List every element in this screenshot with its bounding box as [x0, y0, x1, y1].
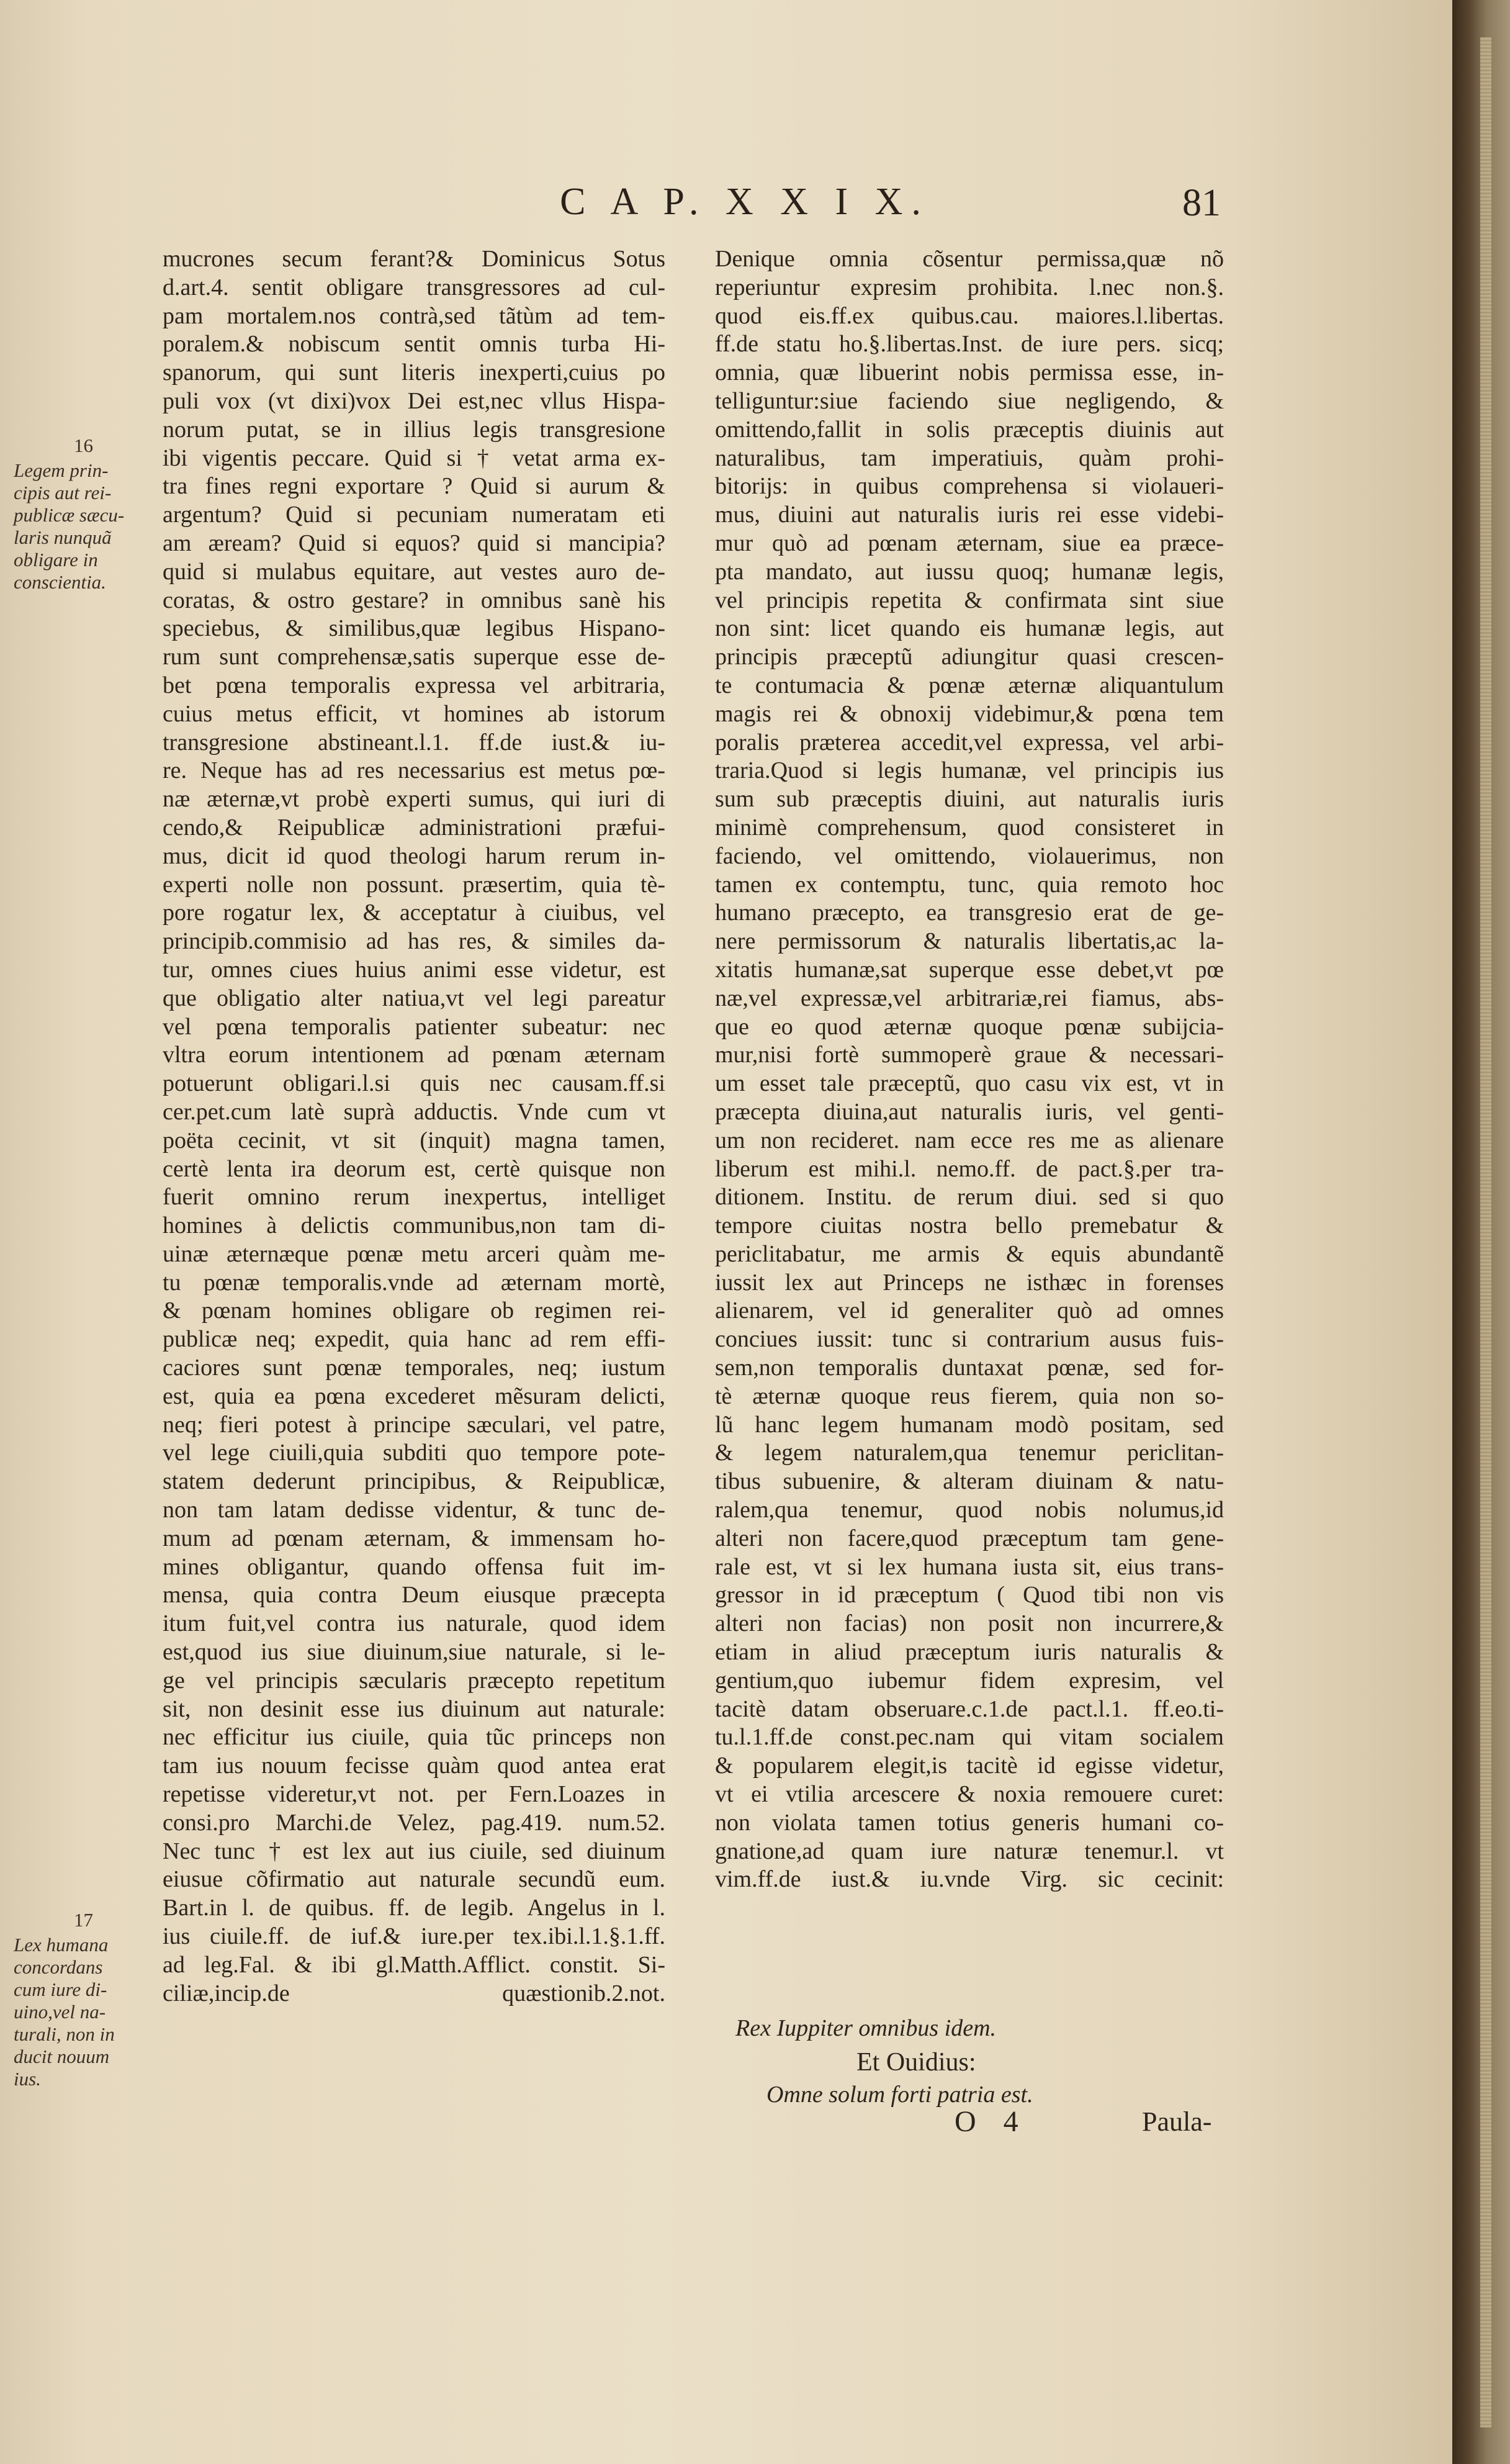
text-line: potuerunt obligari.l.si quis nec causam.ff.si	[163, 1070, 665, 1097]
text-line: principib.commisio ad has res, & similes da-	[163, 928, 665, 955]
text-line: reperiuntur expresim prohibita. l.nec non.§.	[715, 274, 1224, 300]
text-line: poralis præterea accedit,vel expressa, vel arbi-	[715, 729, 1224, 756]
text-line: vt ei vtilia arcescere & noxia remouere curet:	[715, 1781, 1224, 1808]
book-edge	[1452, 0, 1510, 2464]
text-line: & pœnam homines obligare ob regimen rei-	[163, 1297, 665, 1324]
text-line: telliguntur:siue faciendo siue negligendo, &	[715, 387, 1224, 414]
text-line: etiam in aliud præceptum iuris naturalis &	[715, 1639, 1224, 1666]
margin-note-line: uino,vel na-	[14, 2001, 106, 2023]
margin-note-number: 16	[74, 435, 93, 456]
text-line: uinæ æternæque pœnæ metu arceri quàm me-	[163, 1240, 665, 1267]
margin-note-line: obligare in	[14, 549, 98, 571]
text-line: vltra eorum intentionem ad pœnam æternam	[163, 1042, 665, 1068]
text-line: humano præcepto, ea transgresio erat de ge-	[715, 900, 1224, 926]
text-line: mur,nisi fortè summoperè graue & necessari-	[715, 1042, 1224, 1068]
text-line: am æream? Quid si equos? quid si mancipia?	[163, 530, 665, 556]
text-line: Denique omnia cõsentur permissa,quæ nõ	[715, 246, 1224, 272]
text-line: d.art.4. sentit obligare transgressores ad cul-	[163, 274, 665, 300]
text-line: vel principis repetita & confirmata sint siue	[715, 587, 1224, 613]
text-line: experti nolle non possunt. præsertim, quia tè-	[163, 871, 665, 898]
left-text-column	[163, 245, 665, 2008]
text-line: est,quod ius siue diuinum,siue naturale, si le-	[163, 1639, 665, 1666]
text-line: tu pœnæ temporalis.vnde ad æternam mortè,	[163, 1269, 665, 1296]
text-line: que obligatio alter natiua,vt vel legi pareatur	[163, 985, 665, 1011]
text-line: mur quò ad pœnam æternam, siue ea præce-	[715, 530, 1224, 556]
text-line: magis rei & obnoxij videbimur,& pœna tem	[715, 700, 1224, 727]
text-line: cer.pet.cum latè suprà adductis. Vnde cum vt	[163, 1098, 665, 1125]
text-line: cendo,& Reipublicæ administrationi præfui-	[163, 814, 665, 841]
text-line: ge vel principis sæcularis præcepto repetitum	[163, 1667, 665, 1694]
text-line: caciores sunt pœnæ temporales, neq; iustum	[163, 1355, 665, 1381]
text-line: præcepta diuina,aut naturalis iuris, vel genti-	[715, 1098, 1224, 1125]
text-line: cuius metus efficit, vt homines ab istorum	[163, 700, 665, 727]
text-line: puli vox (vt dixi)vox Dei est,nec vllus Hispa-	[163, 387, 665, 414]
text-line: xitatis humanæ,sat superque esse debet,vt pœ	[715, 956, 1224, 983]
text-line: tamen ex contemptu, tunc, quia remoto hoc	[715, 871, 1224, 898]
text-line: alienarem, vel id generaliter quò ad omnes	[715, 1297, 1224, 1324]
text-line: tempore ciuitas nostra bello premebatur &	[715, 1212, 1224, 1239]
catchword: Paula-	[1142, 2106, 1212, 2137]
virgil-quote: Rex Iuppiter omnibus idem.	[735, 2015, 997, 2041]
text-line: naturalibus, tam imperatiuis, quàm prohi-	[715, 445, 1224, 471]
margin-note-line: ius.	[14, 2068, 41, 2090]
text-line: non sint: licet quando eis humanæ legis, aut	[715, 615, 1224, 642]
text-line: vel lege ciuili,quia subditi quo tempore pote-	[163, 1440, 665, 1466]
margin-note-line: laris nunquã	[14, 526, 112, 548]
text-line: tibus subuenire, & alteram diuinam & natu-	[715, 1468, 1224, 1495]
text-line: spanorum, qui sunt literis inexperti,cuius po	[163, 359, 665, 386]
text-line: fuerit omnino rerum inexpertus, intelliget	[163, 1184, 665, 1211]
text-line: gentium,quo iubemur fidem expresim, vel	[715, 1667, 1224, 1694]
text-line: bet pœna temporalis expressa vel arbitraria,	[163, 672, 665, 698]
text-line: ibi vigentis peccare. Quid si † vetat arma ex-	[163, 445, 665, 471]
text-line: transgresione abstineant.l.1. ff.de iust.& iu-	[163, 729, 665, 756]
text-line: gnatione,ad quam iure naturæ tenemur.l. vt	[715, 1838, 1224, 1864]
running-head: C A P. X X I X.	[560, 181, 930, 223]
text-line: alteri non facere,quod præceptum tam gene-	[715, 1525, 1224, 1551]
text-line: vim.ff.de iust.& iu.vnde Virg. sic cecinit:	[715, 1866, 1224, 1893]
text-line: mus, dicit id quod theologi harum rerum in-	[163, 842, 665, 869]
text-line: Bart.in l. de quibus. ff. de legib. Angelus in l.	[163, 1895, 665, 1921]
text-line: non tam latam dedisse videntur, & tunc de-	[163, 1497, 665, 1523]
text-line: minimè comprehensum, quod consisteret in	[715, 814, 1224, 841]
text-line: omittendo,fallit in solis præceptis diuinis aut	[715, 416, 1224, 443]
margin-note-line: Legem prin-	[14, 459, 109, 481]
margin-note-line: cipis aut rei-	[14, 482, 112, 503]
text-line: ad leg.Fal. & ibi gl.Matth.Afflict. constit. Si-	[163, 1951, 665, 1978]
page-number: 81	[1182, 182, 1221, 224]
text-line: liberum est mihi.l. nemo.ff. de pact.§.per tra-	[715, 1155, 1224, 1182]
text-line: ciliæ,incip.de quæstionib.2.not.	[163, 1980, 665, 2006]
text-line: conciues iussit: tunc si contrarium ausus fuis-	[715, 1326, 1224, 1353]
margin-note-number: 17	[74, 1909, 93, 1931]
text-line: Nec tunc † est lex aut ius ciuile, sed diuinum	[163, 1838, 665, 1864]
text-line: non violata tamen totius generis humani co-	[715, 1809, 1224, 1836]
text-line: tur, omnes ciues huius animi esse videtur, est	[163, 956, 665, 983]
text-line: tè æternæ quoque reus fierem, quia non so-	[715, 1383, 1224, 1409]
text-line: est, quia ea pœna excederet mẽsuram delicti,	[163, 1383, 665, 1409]
text-line: ff.de statu ho.§.libertas.Inst. de iure pers. sicq;	[715, 331, 1224, 358]
text-line: sum sub præceptis diuini, aut naturalis iuris	[715, 786, 1224, 813]
text-line: tam ius nouum fecisse quàm quod antea erat	[163, 1753, 665, 1779]
text-line: periclitabatur, me armis & equis abundantẽ	[715, 1240, 1224, 1267]
text-line: re. Neque has ad res necessarius est metus pœ-	[163, 757, 665, 784]
signature-mark: O 4	[955, 2105, 1028, 2138]
text-line: principis præceptũ adiungitur quasi crescen-	[715, 644, 1224, 670]
margin-note-line: ducit nouum	[14, 2046, 110, 2067]
text-line: rale est, vt si lex humana iusta sit, eius trans-	[715, 1553, 1224, 1580]
text-line: norum putat, se in illius legis transgresione	[163, 416, 665, 443]
text-line: mucrones secum ferant?& Dominicus Sotus	[163, 246, 665, 272]
text-line: um non recideret. nam ecce res me as alienare	[715, 1127, 1224, 1153]
ovid-quote: Omne solum forti patria est.	[766, 2082, 1033, 2108]
text-line: ditionem. Institu. de rerum diui. sed si quo	[715, 1184, 1224, 1211]
text-line: mum ad pœnam æternam, & immensam ho-	[163, 1525, 665, 1551]
margin-note-line: cum iure di-	[14, 1979, 107, 2000]
margin-note-line: publicæ sæcu-	[14, 504, 125, 526]
text-line: que eo quod æternæ quoque pœnæ subijcia-	[715, 1013, 1224, 1040]
text-line: faciendo, vel omittendo, violauerimus, non	[715, 842, 1224, 869]
text-line: poralem.& nobiscum sentit omnis turba Hi-	[163, 331, 665, 358]
text-line: coratas, & ostro gestare? in omnibus sanè his	[163, 587, 665, 613]
page-edges	[1480, 37, 1491, 2427]
text-line: rum sunt comprehensæ,satis superque esse de-	[163, 644, 665, 670]
text-line: speciebus, & similibus,quæ legibus Hispano-	[163, 615, 665, 642]
text-line: lũ hanc legem humanam modò positam, sed	[715, 1411, 1224, 1438]
text-line: homines à delictis communibus,non tam di-	[163, 1212, 665, 1239]
text-line: tacitè datam obseruare.c.1.de pact.l.1. ff.eo.ti-	[715, 1695, 1224, 1722]
text-line: nec efficitur ius ciuile, quia tũc princeps non	[163, 1724, 665, 1751]
margin-note-line: conscientia.	[14, 571, 106, 593]
text-line: neq; fieri potest à principe sæculari, vel patre,	[163, 1411, 665, 1438]
margin-note-16	[14, 435, 153, 593]
text-line: bitorijs: in quibus comprehensa si violaueri-	[715, 473, 1224, 500]
text-line: & legem naturalem,qua tenemur periclitan-	[715, 1440, 1224, 1466]
margin-note-17	[14, 1909, 153, 2090]
text-line: um esset tale præceptũ, quo casu vix est, vt in	[715, 1070, 1224, 1097]
text-line: ralem,qua tenemur, quod nobis nolumus,id	[715, 1497, 1224, 1523]
text-line: mus, diuini aut naturalis iuris rei esse videbi-	[715, 502, 1224, 528]
text-line: pam mortalem.nos contrà,sed tãtùm ad tem-	[163, 302, 665, 329]
text-line: nere permissorum & naturalis libertatis,ac la-	[715, 928, 1224, 955]
margin-note-line: Lex humana	[14, 1934, 109, 1956]
text-line: ius ciuile.ff. de iuf.& iure.per tex.ibi.l.1.§.1.ff.	[163, 1923, 665, 1950]
right-text-column	[715, 245, 1224, 1894]
text-line: pore rogatur lex, & acceptatur à ciuibus, vel	[163, 900, 665, 926]
text-line: gressor in id præceptum ( Quod tibi non vis	[715, 1582, 1224, 1609]
text-line: quod eis.ff.ex quibus.cau. maiores.l.libertas.	[715, 302, 1224, 329]
text-line: poëta cecinit, vt sit (inquit) magna tamen,	[163, 1127, 665, 1153]
text-line: omnia, quæ libuerint nobis permissa esse, in-	[715, 359, 1224, 386]
text-line: tra fines regni exportare ? Quid si aurum &	[163, 473, 665, 500]
text-line: statem dederunt principibus, & Reipublicæ,	[163, 1468, 665, 1495]
text-line: quid si mulabus equitare, aut vestes auro de-	[163, 558, 665, 585]
text-line: eiusue cõfirmatio aut naturale secundũ eum.	[163, 1866, 665, 1893]
ovid-intro: Et Ouidius:	[856, 2048, 976, 2077]
text-line: vel pœna temporalis patienter subeatur: nec	[163, 1013, 665, 1040]
text-line: sem,non temporalis duntaxat pœnæ, sed for-	[715, 1355, 1224, 1381]
text-line: publicæ neq; expedit, quia hanc ad rem effi-	[163, 1326, 665, 1353]
text-line: mines obligantur, quando offensa fuit im-	[163, 1553, 665, 1580]
text-line: næ,vel expressæ,vel arbitrariæ,rei fiamus, abs-	[715, 985, 1224, 1011]
text-line: repetisse videretur,vt not. per Fern.Loazes in	[163, 1781, 665, 1808]
text-line: certè lenta ira deorum est, certè quisque non	[163, 1155, 665, 1182]
text-line: næ æternæ,vt probè experti sumus, qui iuri di	[163, 786, 665, 813]
text-line: alteri non facias) non posit non incurrere,&	[715, 1610, 1224, 1637]
text-line: iussit lex aut Princeps ne isthæc in forenses	[715, 1269, 1224, 1296]
text-line: sit, non desinit esse ius diuinum aut naturale:	[163, 1695, 665, 1722]
text-line: pta mandato, aut iussu quoq; humanæ legis,	[715, 558, 1224, 585]
text-line: & popularem elegit,is tacitè id egisse videtur,	[715, 1753, 1224, 1779]
text-line: itum fuit,vel contra ius naturale, quod idem	[163, 1610, 665, 1637]
margin-note-line: turali, non in	[14, 2023, 115, 2045]
text-line: te contumacia & pœnæ æternæ aliquantulum	[715, 672, 1224, 698]
text-line: tu.l.1.ff.de const.pec.nam qui vitam socialem	[715, 1724, 1224, 1751]
text-line: consi.pro Marchi.de Velez, pag.419. num.52.	[163, 1809, 665, 1836]
text-line: mensa, quia contra Deum eiusque præcepta	[163, 1582, 665, 1609]
text-line: traria.Quod si legis humanæ, vel principis ius	[715, 757, 1224, 784]
margin-note-line: concordans	[14, 1956, 103, 1978]
text-line: argentum? Quid si pecuniam numeratam eti	[163, 502, 665, 528]
